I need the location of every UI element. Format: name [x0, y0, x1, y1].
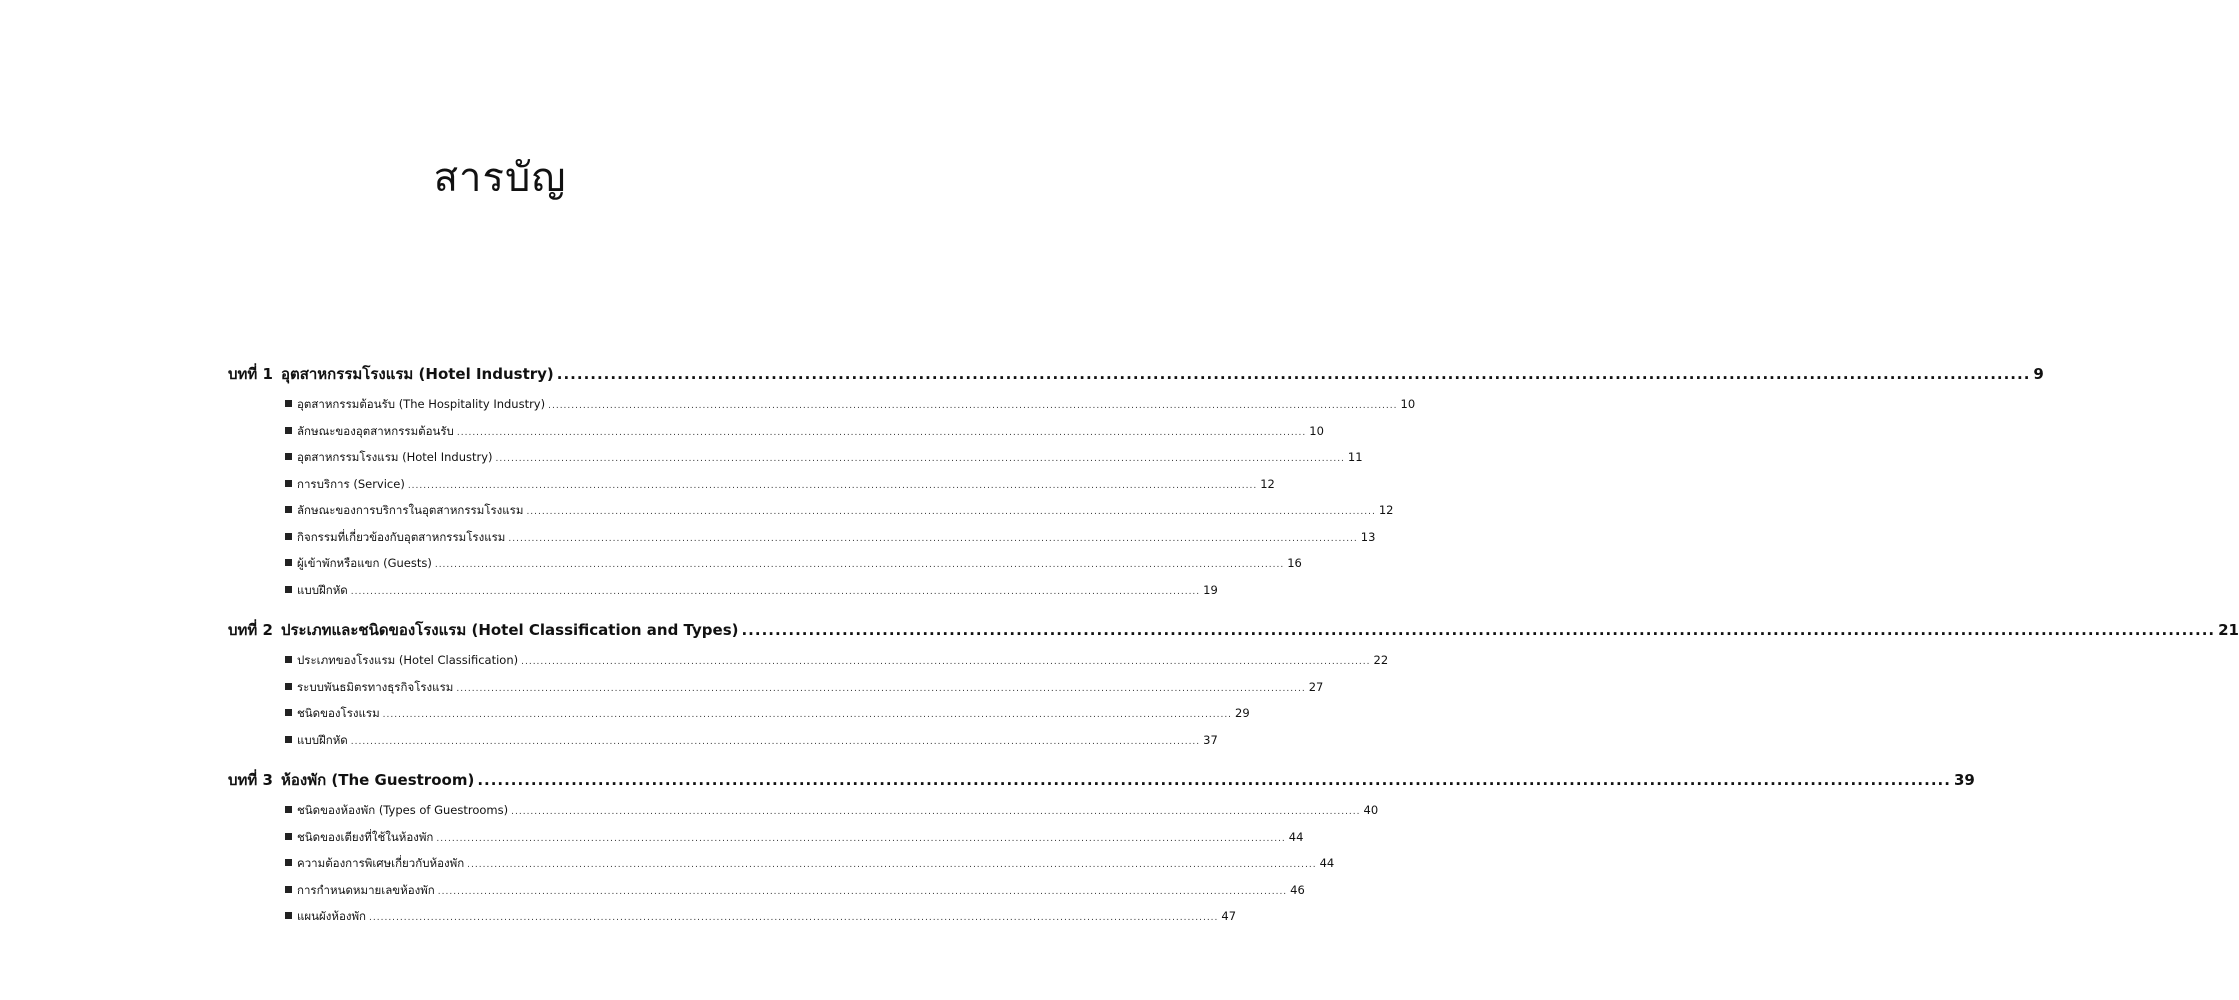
square-bullet-icon: [285, 709, 292, 716]
section-page-number: 12: [1378, 503, 1394, 517]
section-page-number: 44: [1319, 856, 1335, 870]
section-page-number: 47: [1221, 909, 1237, 923]
chapter-number: บทที่ 3: [228, 771, 273, 789]
square-bullet-icon: [285, 400, 292, 407]
section-title: แผนผังห้องพัก: [297, 909, 367, 923]
dot-leader: ............................................................................................................................................................................................................................: [511, 807, 1361, 817]
section-title: กิจกรรมที่เกี่ยวข้องกับอุตสาหกรรมโรงแรม: [297, 529, 506, 544]
section-page-number: 12: [1260, 476, 1275, 491]
section-list: [228, 802, 1379, 935]
section-title: ประเภทของโรงแรม (Hotel Classification): [297, 653, 519, 667]
section-page-number: 11: [1347, 450, 1363, 464]
square-bullet-icon: [285, 736, 292, 743]
section-title: ความต้องการพิเศษเกี่ยวกับห้องพัก: [297, 856, 465, 870]
section-page-number: 19: [1203, 582, 1218, 597]
square-bullet-icon: [285, 453, 292, 460]
square-bullet-icon: [285, 586, 292, 593]
dot-leader: ............................................................................................................................................................................................................................: [436, 833, 1286, 844]
square-bullet-icon: [285, 683, 292, 690]
square-bullet-icon: [285, 506, 292, 513]
square-bullet-icon: [285, 533, 292, 540]
chapter-number: บทที่ 1: [228, 365, 273, 383]
section-title: ระบบพันธมิตรทางธุรกิจโรงแรม: [297, 679, 454, 694]
dot-leader: ............................................................................................................................................................................................................................: [407, 480, 1258, 491]
table-of-contents: [228, 362, 2239, 935]
section-list: [228, 652, 1389, 758]
list-item: [285, 476, 1275, 503]
square-bullet-icon: [285, 480, 292, 487]
list-item: [285, 732, 1218, 759]
list-item: [285, 529, 1376, 556]
dot-leader: ............................................................................................................................................................................................................................: [495, 454, 1345, 464]
dot-leader: ............................................................................................................................................................................................................................: [741, 621, 2216, 639]
list-item: [285, 679, 1324, 706]
section-page-number: 27: [1308, 679, 1324, 694]
square-bullet-icon: [285, 912, 292, 919]
section-list: [228, 396, 1416, 608]
page-title: สารบัญ: [433, 155, 567, 201]
square-bullet-icon: [285, 427, 292, 434]
section-page-number: 10: [1309, 423, 1324, 438]
chapter-1: [228, 362, 2044, 608]
dot-leader: ............................................................................................................................................................................................................................: [350, 736, 1201, 747]
section-page-number: 29: [1235, 706, 1250, 720]
list-item: [285, 829, 1304, 856]
dot-leader: ............................................................................................................................................................................................................................: [369, 913, 1219, 923]
chapter-title: ห้องพัก (The Guestroom): [280, 771, 475, 789]
dot-leader: ............................................................................................................................................................................................................................: [456, 683, 1306, 694]
section-page-number: 10: [1400, 397, 1416, 411]
section-title: แบบฝึกหัด: [297, 732, 348, 747]
section-title: ลักษณะของอุตสาหกรรมต้อนรับ: [297, 423, 454, 438]
dot-leader: ............................................................................................................................................................................................................................: [477, 771, 1951, 789]
square-bullet-icon: [285, 559, 292, 566]
chapter-heading: [228, 618, 2239, 652]
chapter-number: บทที่ 2: [228, 621, 273, 639]
dot-leader: ............................................................................................................................................................................................................................: [467, 860, 1317, 870]
list-item: [285, 855, 1335, 882]
chapter-page-number: 39: [1953, 771, 1975, 789]
chapter-2: [228, 618, 2239, 758]
section-title: ชนิดของห้องพัก (Types of Guestrooms): [297, 803, 509, 817]
list-item: [285, 502, 1394, 529]
dot-leader: ............................................................................................................................................................................................................................: [382, 710, 1233, 720]
chapter-page-number: 9: [2033, 365, 2044, 383]
section-page-number: 13: [1360, 529, 1376, 544]
dot-leader: ............................................................................................................................................................................................................................: [437, 886, 1288, 897]
dot-leader: ............................................................................................................................................................................................................................: [548, 401, 1398, 411]
section-title: การกำหนดหมายเลขห้องพัก: [297, 882, 435, 897]
section-page-number: 40: [1363, 803, 1379, 817]
dot-leader: ............................................................................................................................................................................................................................: [508, 533, 1358, 544]
section-page-number: 22: [1373, 653, 1389, 667]
list-item: [285, 449, 1363, 476]
square-bullet-icon: [285, 886, 292, 893]
list-item: [285, 423, 1324, 450]
dot-leader: ............................................................................................................................................................................................................................: [456, 427, 1307, 438]
list-item: [285, 396, 1416, 423]
section-title: แบบฝึกหัด: [297, 582, 348, 597]
list-item: [285, 652, 1389, 679]
section-page-number: 37: [1203, 732, 1218, 747]
square-bullet-icon: [285, 806, 292, 813]
square-bullet-icon: [285, 656, 292, 663]
section-title: อุตสาหกรรมโรงแรม (Hotel Industry): [297, 450, 493, 464]
section-title: อุตสาหกรรมต้อนรับ (The Hospitality Industry): [297, 397, 546, 411]
square-bullet-icon: [285, 859, 292, 866]
section-title: ชนิดของเตียงที่ใช้ในห้องพัก: [297, 829, 434, 844]
section-title: การบริการ (Service): [297, 476, 405, 491]
section-page-number: 44: [1288, 829, 1304, 844]
chapter-title: อุตสาหกรรมโรงแรม (Hotel Industry): [280, 365, 554, 383]
chapter-heading: [228, 768, 1975, 802]
section-page-number: 16: [1287, 556, 1302, 570]
dot-leader: ............................................................................................................................................................................................................................: [350, 586, 1201, 597]
list-item: [285, 882, 1305, 909]
dot-leader: ............................................................................................................................................................................................................................: [521, 657, 1371, 667]
section-title: ผู้เข้าพักหรือแขก (Guests): [297, 556, 432, 570]
list-item: [285, 582, 1218, 609]
square-bullet-icon: [285, 833, 292, 840]
dot-leader: ............................................................................................................................................................................................................................: [556, 365, 2031, 383]
list-item: [285, 802, 1379, 829]
section-page-number: 46: [1290, 882, 1305, 897]
list-item: [285, 705, 1250, 732]
dot-leader: ............................................................................................................................................................................................................................: [434, 560, 1285, 570]
section-title: ชนิดของโรงแรม: [297, 706, 380, 720]
list-item: [285, 555, 1302, 582]
chapter-heading: [228, 362, 2044, 396]
chapter-3: [228, 768, 1975, 935]
list-item: [285, 908, 1237, 935]
section-title: ลักษณะของการบริการในอุตสาหกรรมโรงแรม: [297, 503, 524, 517]
chapter-page-number: 21: [2218, 621, 2239, 639]
dot-leader: ............................................................................................................................................................................................................................: [526, 507, 1376, 517]
chapter-title: ประเภทและชนิดของโรงแรม (Hotel Classification and Types): [280, 621, 739, 639]
